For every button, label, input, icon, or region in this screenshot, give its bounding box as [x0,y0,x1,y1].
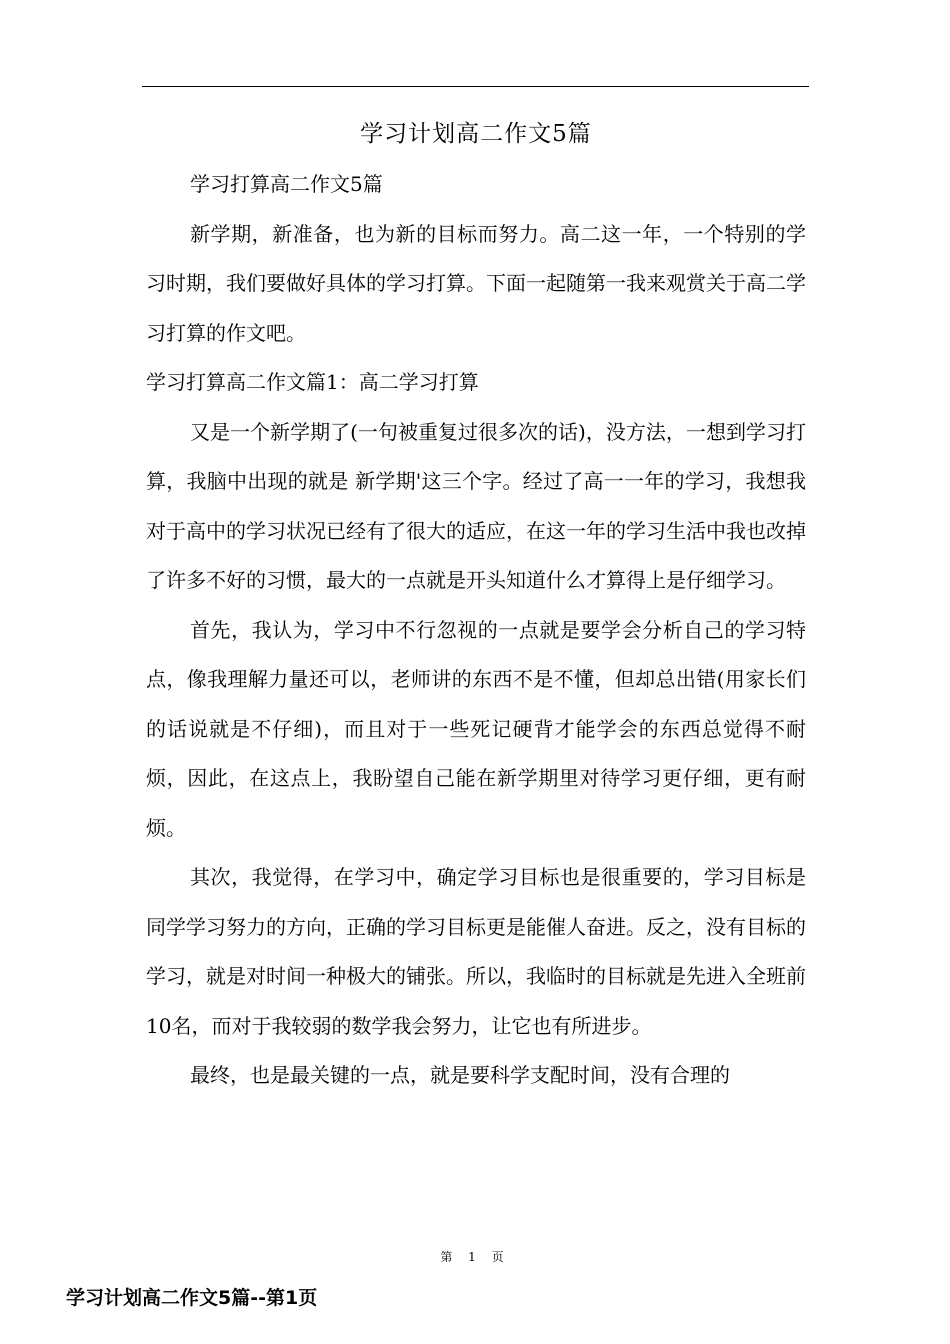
subtitle-paragraph: 学习打算高二作文5篇 [190,172,383,196]
page-number: 第 1 页 [440,1250,510,1264]
header-rule [142,86,809,87]
body-paragraph-3: 其次，我觉得，在学习中，确定学习目标也是很重要的，学习目标是同学学习努力的方向，正确的学习目标更是能催人奋进。反之，没有目标的学习，就是对时间一种极大的铺张。所以，我临时的目标就是先进入全班前10名，而对于我较弱的数学我会努力，让它也有所进步。 [146,865,806,1038]
body-paragraph-4: 最终，也是最关键的一点，就是要科学支配时间，没有合理的 [190,1063,730,1087]
intro-paragraph: 新学期，新准备，也为新的目标而努力。高二这一年，一个特别的学习时期，我们要做好具体的学习打算。下面一起随第一我来观赏关于高二学习打算的作文吧。 [146,221,806,345]
body-paragraph-1: 又是一个新学期了(一句被重复过很多次的话)，没方法，一想到学习打算，我脑中出现的就是 新学期'这三个字。经过了高一一年的学习，我想我对于高中的学习状况已经有了很大的适应，在这一年的学习生活中我也改掉了许多不好的习惯，最大的一点就是开头知道什么才算得上是仔细学习。 [146,419,806,592]
section-heading: 学习打算高二作文篇1：高二学习打算 [146,370,479,394]
document-body [146,108,806,1101]
body-paragraph-2: 首先，我认为，学习中不行忽视的一点就是要学会分析自己的学习特点，像我理解力量还可以，老师讲的东西不是不懂，但却总出错(用家长们的话说就是不仔细)，而且对于一些死记硬背才能学会的东西总觉得不耐烦，因此，在这点上，我盼望自己能在新学期里对待学习更仔细，更有耐烦。 [146,617,806,840]
document-title: 学习计划高二作文5篇 [360,121,592,147]
footer-title: 学习计划高二作文5篇--第1页 [66,1287,318,1309]
